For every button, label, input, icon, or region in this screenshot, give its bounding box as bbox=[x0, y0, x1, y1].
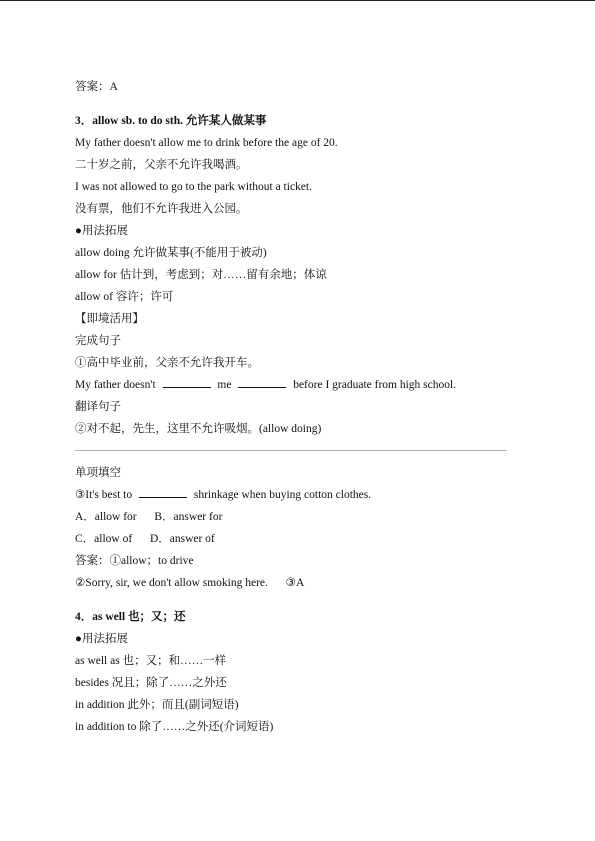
section-4-heading: 4．as well 也；又；还 bbox=[75, 611, 186, 623]
option-c: C．allow of bbox=[75, 533, 133, 545]
example-2-english: I was not allowed to go to the park without a ticket. bbox=[75, 181, 312, 193]
section-divider bbox=[75, 450, 507, 451]
answer-line-2 bbox=[75, 572, 545, 594]
usage-as-well-as: as well as 也；又；和……一样 bbox=[75, 655, 227, 667]
document-page bbox=[75, 76, 545, 738]
usage-allow-doing: allow doing 允许做某事(不能用于被动) bbox=[75, 247, 267, 259]
option-a: A．allow for bbox=[75, 511, 137, 523]
question-1-part-2: me bbox=[217, 379, 232, 391]
section-3-heading: 3．allow sb. to do sth. 允许某人做某事 bbox=[75, 115, 267, 127]
question-1-chinese: ①高中毕业前，父亲不允许我开车。 bbox=[75, 357, 259, 369]
example-1-english: My father doesn't allow me to drink before the age of 20. bbox=[75, 137, 338, 149]
usage-extension-title-4: ●用法拓展 bbox=[75, 633, 128, 645]
blank-1[interactable] bbox=[163, 377, 211, 388]
example-1-chinese: 二十岁之前，父亲不允许我喝酒。 bbox=[75, 159, 248, 171]
previous-answer: 答案：A bbox=[75, 81, 118, 93]
question-3-part-1: ③It's best to bbox=[75, 489, 133, 501]
blank-2[interactable] bbox=[238, 377, 286, 388]
question-3-part-2: shrinkage when buying cotton clothes. bbox=[193, 489, 372, 501]
usage-in-addition: in addition 此外；而且(副词短语) bbox=[75, 699, 239, 711]
usage-extension-title: ●用法拓展 bbox=[75, 225, 128, 237]
option-d: D．answer of bbox=[149, 533, 215, 545]
answer-3: ③A bbox=[285, 577, 305, 589]
options-row-1 bbox=[75, 506, 545, 528]
options-row-2 bbox=[75, 528, 545, 550]
question-1-part-3: before I graduate from high school. bbox=[293, 379, 457, 391]
practice-title: 【即境活用】 bbox=[75, 313, 144, 325]
question-3 bbox=[75, 484, 545, 506]
answer-line-1: 答案：①allow；to drive bbox=[75, 555, 194, 567]
blank-3[interactable] bbox=[139, 487, 187, 498]
question-1-english bbox=[75, 374, 545, 396]
usage-allow-for: allow for 估计到，考虑到；对……留有余地；体谅 bbox=[75, 269, 327, 281]
complete-sentence-title: 完成句子 bbox=[75, 335, 121, 347]
question-2-chinese: ②对不起，先生，这里不允许吸烟。(allow doing) bbox=[75, 423, 322, 435]
answer-2: ②Sorry, sir, we don't allow smoking here. bbox=[75, 577, 268, 589]
question-1-part-1: My father doesn't bbox=[75, 379, 156, 391]
option-b: B．answer for bbox=[154, 511, 223, 523]
usage-besides: besides 况且；除了……之外还 bbox=[75, 677, 227, 689]
example-2-chinese: 没有票，他们不允许我进入公园。 bbox=[75, 203, 248, 215]
usage-allow-of: allow of 容许；许可 bbox=[75, 291, 174, 303]
single-choice-title: 单项填空 bbox=[75, 467, 121, 479]
page-top-border bbox=[0, 0, 595, 1]
usage-in-addition-to: in addition to 除了……之外还(介词短语) bbox=[75, 721, 274, 733]
translate-sentence-title: 翻译句子 bbox=[75, 401, 121, 413]
